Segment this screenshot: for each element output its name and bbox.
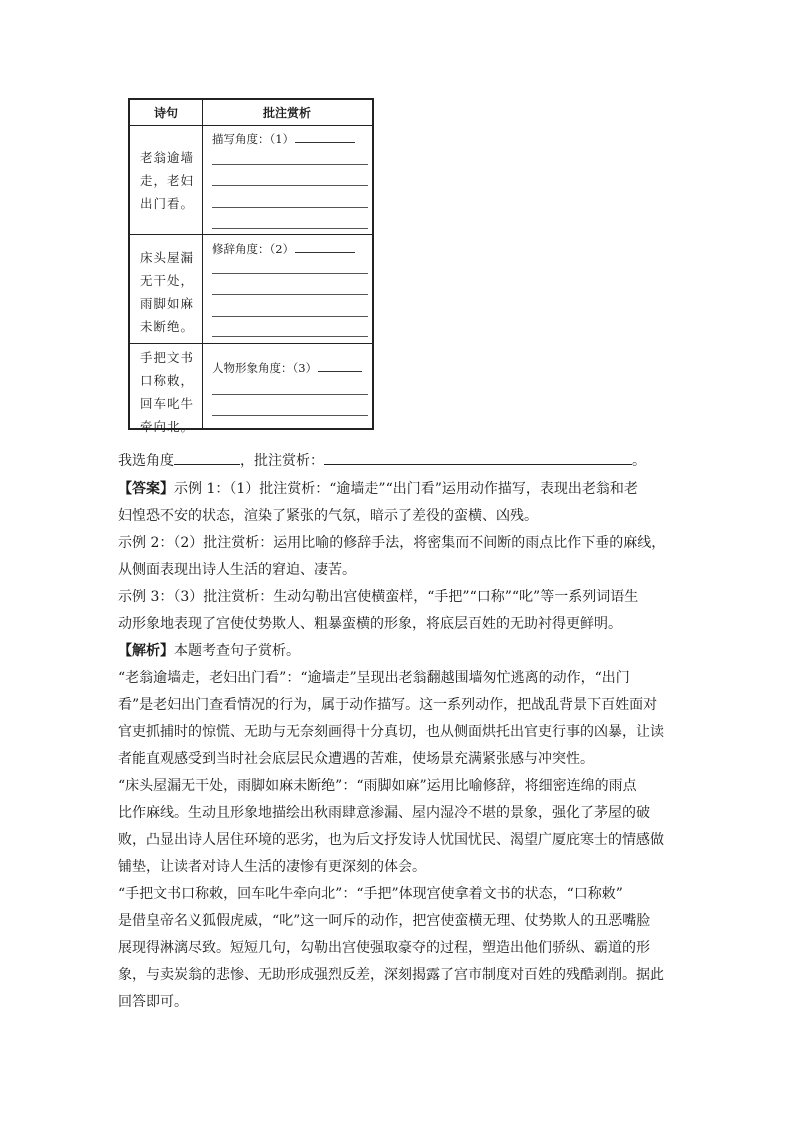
question-line [118, 450, 646, 470]
analysis-line: “手把文书口称敕，回车叱牛牵向北”：“手把”体现宫使拿着文书的状态，“口称敕” [118, 886, 623, 902]
analysis-line: 展现得淋漓尽致。短短几句，勾勒出宫使强取豪夺的过程，塑造出他们骄纵、霸道的形 [118, 940, 650, 956]
analysis-line: 象，与卖炭翁的悲惨、无助形成强烈反差，深刻揭露了宫市制度对百姓的残酷剥削。据此 [118, 967, 664, 983]
writing-line[interactable] [212, 316, 368, 317]
answer-line [118, 478, 638, 498]
table-row-poem: 老翁逾墙走，老妇出门看。 [140, 150, 195, 211]
writing-line[interactable] [212, 294, 368, 295]
prompt-label: 人物形象角度：（3） [212, 361, 318, 375]
question-end: 。 [632, 453, 646, 469]
analysis-line: 看”是老妇出门查看情况的行为，属于动作描写。这一系列动作，把战乱背景下百姓面对 [118, 697, 658, 713]
table-row-prompt [212, 359, 362, 376]
prompt-label: 描写角度：（1） [212, 132, 295, 146]
analysis-line: 者能直观感受到当时社会底层民众遭遇的苦难，使场景充满紧张感与冲突性。 [118, 751, 594, 767]
writing-line[interactable] [212, 207, 368, 208]
writing-line[interactable] [212, 164, 368, 165]
question-label: 我选角度 [118, 453, 174, 469]
writing-line[interactable] [212, 394, 368, 395]
analysis-line [118, 640, 300, 660]
prompt-label: 修辞角度：（2） [212, 242, 295, 256]
writing-line[interactable] [212, 185, 368, 186]
analysis-line: 是借皇帝名义狐假虎威，“叱”这一呵斥的动作，把宫使蛮横无理、仗势欺人的丑恶嘴脸 [118, 913, 651, 929]
table-row-prompt [212, 130, 355, 147]
analysis-line: 回答即可。 [118, 994, 188, 1010]
writing-line[interactable] [212, 336, 368, 337]
table-row-poem: 手把文书口称敕，回车叱牛牵向北。 [140, 350, 195, 434]
answer-line: 动形象地表现了宫使仗势欺人、粗暴蛮横的形象，将底层百姓的无助衬得更鲜明。 [118, 616, 622, 632]
answer-blank[interactable] [295, 240, 355, 253]
table-row-poem: 床头屋漏无干处，雨脚如麻未断绝。 [140, 250, 195, 334]
table-row-divider [130, 234, 372, 235]
writing-line[interactable] [212, 415, 368, 416]
analysis-text: 本题考查句子赏析。 [174, 643, 300, 659]
analysis-line: 比作麻线。生动且形象地描绘出秋雨肆意渗漏、屋内湿冷不堪的景象，强化了茅屋的破 [118, 805, 650, 821]
writing-line[interactable] [212, 228, 368, 229]
answer-text: 示例 1：（1）批注赏析：“逾墙走”“出门看”运用动作描写，表现出老翁和老 [174, 481, 638, 497]
answer-tag: 【答案】 [118, 481, 174, 497]
analysis-line: 铺垫，让读者对诗人生活的凄惨有更深刻的体会。 [118, 859, 426, 875]
analysis-line: 败，凸显出诗人居住环境的恶劣，也为后文抒发诗人忧国忧民、渴望广厦庇寒士的情感做 [118, 832, 664, 848]
writing-line[interactable] [212, 273, 368, 274]
table-row-divider [130, 343, 372, 344]
answer-line: 妇惶恐不安的状态，渲染了紧张的气氛，暗示了差役的蛮横、凶残。 [118, 508, 538, 524]
table-header-annotation: 批注赏析 [262, 106, 311, 120]
analysis-line: 官吏抓捕时的惊慌、无助与无奈刻画得十分真切，也从侧面烘托出官吏行事的凶暴，让读 [118, 724, 664, 740]
answer-blank[interactable] [318, 359, 362, 372]
analysis-tag: 【解析】 [118, 643, 174, 659]
question-mid: ，批注赏析： [240, 453, 324, 469]
angle-blank[interactable] [174, 450, 240, 465]
answer-line: 示例 3：（3）批注赏析：生动勾勒出宫使横蛮样，“手把”“口称”“叱”等一系列词语生 [118, 589, 639, 605]
analysis-line: “老翁逾墙走，老妇出门看”：“逾墙走”呈现出老翁翻越围墙匆忙逃离的动作，“出门 [118, 670, 630, 686]
annotation-table [128, 98, 374, 434]
analysis-line: “床头屋漏无干处，雨脚如麻未断绝”：“雨脚如麻”运用比喻修辞，将细密连绵的雨点 [118, 778, 637, 794]
table-header-poem: 诗句 [153, 106, 178, 120]
table-column-divider [202, 100, 203, 428]
table-row-prompt [212, 240, 355, 257]
annotation-blank[interactable] [324, 450, 632, 465]
answer-blank[interactable] [295, 130, 355, 143]
answer-line: 示例 2：（2）批注赏析：运用比喻的修辞手法，将密集而不间断的雨点比作下垂的麻线， [118, 535, 666, 551]
answer-line: 从侧面表现出诗人生活的窘迫、凄苦。 [118, 562, 356, 578]
